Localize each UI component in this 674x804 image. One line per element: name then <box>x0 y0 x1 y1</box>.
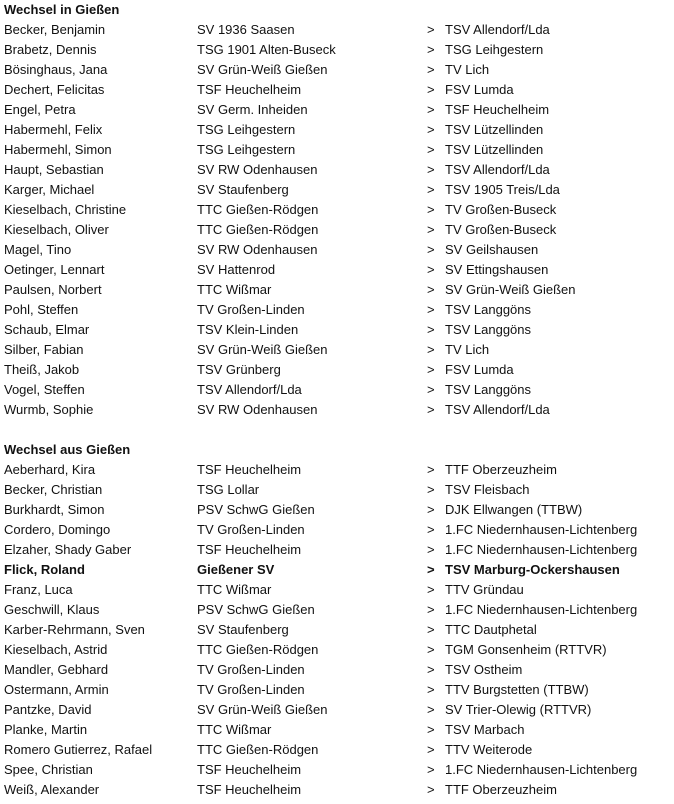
from-club: TTC Wißmar <box>197 722 272 737</box>
transfer-row <box>0 740 674 760</box>
transfer-arrow: > <box>427 142 435 157</box>
transfer-row <box>0 560 674 580</box>
player-name: Spee, Christian <box>4 762 93 777</box>
from-club: TTC Gießen-Rödgen <box>197 222 319 237</box>
to-club: DJK Ellwangen (TTBW) <box>445 502 583 517</box>
transfer-row <box>0 200 674 220</box>
to-club: SV Grün-Weiß Gießen <box>445 282 576 297</box>
transfer-arrow: > <box>427 782 435 797</box>
from-club: TV Großen-Linden <box>197 302 305 317</box>
transfer-arrow: > <box>427 22 435 37</box>
transfer-row <box>0 20 674 40</box>
from-club: SV Grün-Weiß Gießen <box>197 702 328 717</box>
to-club: TSV 1905 Treis/Lda <box>445 182 560 197</box>
from-club: TV Großen-Linden <box>197 682 305 697</box>
to-club: TSV Langgöns <box>445 302 532 317</box>
to-club: TSV Lützellinden <box>445 142 544 157</box>
section-title: Wechsel aus Gießen <box>4 442 131 457</box>
transfer-arrow: > <box>427 522 435 537</box>
from-club: SV Staufenberg <box>197 622 289 637</box>
transfer-arrow: > <box>427 702 435 717</box>
transfer-row <box>0 220 674 240</box>
transfer-row <box>0 280 674 300</box>
transfer-arrow: > <box>427 742 435 757</box>
transfer-arrow: > <box>427 762 435 777</box>
to-club: TSV Lützellinden <box>445 122 544 137</box>
player-name: Paulsen, Norbert <box>4 282 102 297</box>
from-club: SV RW Odenhausen <box>197 242 318 257</box>
from-club: SV Grün-Weiß Gießen <box>197 62 328 77</box>
transfer-arrow: > <box>427 102 435 117</box>
from-club: PSV SchwG Gießen <box>197 602 315 617</box>
transfer-row <box>0 380 674 400</box>
transfer-row <box>0 780 674 800</box>
to-club: TTF Oberzeuzheim <box>445 782 557 797</box>
transfer-row <box>0 480 674 500</box>
transfer-arrow: > <box>427 202 435 217</box>
to-club: TTV Burgstetten (TTBW) <box>445 682 589 697</box>
transfer-row <box>0 720 674 740</box>
transfer-row <box>0 620 674 640</box>
transfer-row <box>0 160 674 180</box>
transfer-arrow: > <box>427 582 435 597</box>
transfer-arrow: > <box>427 162 435 177</box>
from-club: TTC Gießen-Rödgen <box>197 202 319 217</box>
player-name: Pohl, Steffen <box>4 302 79 317</box>
to-club: TSV Marburg-Ockershausen <box>445 562 620 577</box>
player-name: Karber-Rehrmann, Sven <box>4 622 145 637</box>
from-club: PSV SchwG Gießen <box>197 502 315 517</box>
player-name: Magel, Tino <box>4 242 72 257</box>
transfer-row <box>0 680 674 700</box>
player-name: Weiß, Alexander <box>4 782 100 797</box>
transfer-arrow: > <box>427 322 435 337</box>
from-club: TTC Gießen-Rödgen <box>197 642 319 657</box>
to-club: TSV Fleisbach <box>445 482 530 497</box>
from-club: TSF Heuchelheim <box>197 542 302 557</box>
transfer-arrow: > <box>427 42 435 57</box>
transfer-row <box>0 460 674 480</box>
to-club: TSV Allendorf/Lda <box>445 402 550 417</box>
transfer-arrow: > <box>427 482 435 497</box>
from-club: TV Großen-Linden <box>197 662 305 677</box>
to-club: 1.FC Niedernhausen-Lichtenberg <box>445 542 638 557</box>
transfer-row <box>0 300 674 320</box>
section-title: Wechsel in Gießen <box>4 2 120 17</box>
from-club: TSF Heuchelheim <box>197 762 302 777</box>
player-name: Becker, Christian <box>4 482 103 497</box>
transfer-arrow: > <box>427 562 435 577</box>
transfer-arrow: > <box>427 502 435 517</box>
transfer-arrow: > <box>427 222 435 237</box>
to-club: TTV Gründau <box>445 582 524 597</box>
player-name: Oetinger, Lennart <box>4 262 105 277</box>
player-name: Habermehl, Simon <box>4 142 112 157</box>
player-name: Schaub, Elmar <box>4 322 90 337</box>
transfer-arrow: > <box>427 542 435 557</box>
to-club: FSV Lumda <box>445 362 514 377</box>
transfer-row <box>0 260 674 280</box>
player-name: Kieselbach, Astrid <box>4 642 108 657</box>
player-name: Habermehl, Felix <box>4 122 103 137</box>
from-club: TSV Grünberg <box>197 362 281 377</box>
player-name: Bösinghaus, Jana <box>4 62 108 77</box>
to-club: TSV Ostheim <box>445 662 523 677</box>
to-club: TSV Langgöns <box>445 322 532 337</box>
from-club: TSF Heuchelheim <box>197 782 302 797</box>
player-name: Romero Gutierrez, Rafael <box>4 742 153 757</box>
from-club: SV Hattenrod <box>197 262 276 277</box>
from-club: SV 1936 Saasen <box>197 22 295 37</box>
transfer-arrow: > <box>427 362 435 377</box>
transfer-row <box>0 760 674 780</box>
player-name: Kieselbach, Christine <box>4 202 127 217</box>
from-club: TTC Gießen-Rödgen <box>197 742 319 757</box>
from-club: SV Germ. Inheiden <box>197 102 308 117</box>
to-club: 1.FC Niedernhausen-Lichtenberg <box>445 762 638 777</box>
to-club: TTC Dautphetal <box>445 622 537 637</box>
player-name: Silber, Fabian <box>4 342 84 357</box>
to-club: TV Großen-Buseck <box>445 222 557 237</box>
player-name: Vogel, Steffen <box>4 382 85 397</box>
from-club: SV Staufenberg <box>197 182 289 197</box>
transfer-arrow: > <box>427 402 435 417</box>
transfer-arrow: > <box>427 82 435 97</box>
transfer-row <box>0 180 674 200</box>
transfer-arrow: > <box>427 182 435 197</box>
from-club: TSG Leihgestern <box>197 142 296 157</box>
transfer-row <box>0 360 674 380</box>
transfer-arrow: > <box>427 262 435 277</box>
player-name: Dechert, Felicitas <box>4 82 105 97</box>
to-club: TTF Oberzeuzheim <box>445 462 557 477</box>
from-club: TSV Klein-Linden <box>197 322 299 337</box>
transfer-arrow: > <box>427 682 435 697</box>
player-name: Wurmb, Sophie <box>4 402 94 417</box>
from-club: SV RW Odenhausen <box>197 402 318 417</box>
from-club: Gießener SV <box>197 562 275 577</box>
transfer-arrow: > <box>427 302 435 317</box>
player-name: Haupt, Sebastian <box>4 162 104 177</box>
transfer-row <box>0 520 674 540</box>
player-name: Karger, Michael <box>4 182 95 197</box>
transfer-arrow: > <box>427 62 435 77</box>
transfer-arrow: > <box>427 662 435 677</box>
transfer-row <box>0 700 674 720</box>
transfer-row <box>0 640 674 660</box>
transfer-arrow: > <box>427 122 435 137</box>
transfer-arrow: > <box>427 242 435 257</box>
player-name: Burkhardt, Simon <box>4 502 105 517</box>
to-club: SV Trier-Olewig (RTTVR) <box>445 702 592 717</box>
to-club: TSV Langgöns <box>445 382 532 397</box>
player-name: Theiß, Jakob <box>4 362 80 377</box>
to-club: FSV Lumda <box>445 82 514 97</box>
from-club: TTC Wißmar <box>197 282 272 297</box>
player-name: Geschwill, Klaus <box>4 602 100 617</box>
to-club: TV Großen-Buseck <box>445 202 557 217</box>
to-club: TSF Heuchelheim <box>445 102 550 117</box>
transfer-row <box>0 140 674 160</box>
from-club: TSF Heuchelheim <box>197 462 302 477</box>
from-club: TSF Heuchelheim <box>197 82 302 97</box>
player-name: Mandler, Gebhard <box>4 662 109 677</box>
transfer-row <box>0 600 674 620</box>
transfer-row <box>0 340 674 360</box>
transfer-arrow: > <box>427 602 435 617</box>
from-club: TV Großen-Linden <box>197 522 305 537</box>
to-club: 1.FC Niedernhausen-Lichtenberg <box>445 522 638 537</box>
player-name: Kieselbach, Oliver <box>4 222 109 237</box>
from-club: TTC Wißmar <box>197 582 272 597</box>
from-club: SV RW Odenhausen <box>197 162 318 177</box>
transfer-row <box>0 500 674 520</box>
transfer-row <box>0 580 674 600</box>
player-name: Engel, Petra <box>4 102 76 117</box>
to-club: TSG Leihgestern <box>445 42 544 57</box>
transfer-row <box>0 40 674 60</box>
to-club: TSV Allendorf/Lda <box>445 162 550 177</box>
player-name: Franz, Luca <box>4 582 73 597</box>
from-club: TSG Lollar <box>197 482 260 497</box>
transfer-arrow: > <box>427 722 435 737</box>
transfer-arrow: > <box>427 282 435 297</box>
transfer-arrow: > <box>427 382 435 397</box>
transfer-row <box>0 60 674 80</box>
player-name: Brabetz, Dennis <box>4 42 97 57</box>
transfer-row <box>0 240 674 260</box>
to-club: TSV Marbach <box>445 722 525 737</box>
transfer-row <box>0 120 674 140</box>
to-club: TV Lich <box>445 62 490 77</box>
to-club: TSV Allendorf/Lda <box>445 22 550 37</box>
transfer-row <box>0 80 674 100</box>
transfer-row <box>0 400 674 420</box>
transfer-row <box>0 320 674 340</box>
to-club: 1.FC Niedernhausen-Lichtenberg <box>445 602 638 617</box>
transfer-row <box>0 660 674 680</box>
to-club: SV Geilshausen <box>445 242 539 257</box>
transfer-arrow: > <box>427 342 435 357</box>
player-name: Pantzke, David <box>4 702 92 717</box>
from-club: TSV Allendorf/Lda <box>197 382 302 397</box>
transfer-row <box>0 540 674 560</box>
to-club: TTV Weiterode <box>445 742 533 757</box>
player-name: Aeberhard, Kira <box>4 462 96 477</box>
transfer-arrow: > <box>427 642 435 657</box>
transfer-arrow: > <box>427 622 435 637</box>
player-name: Becker, Benjamin <box>4 22 106 37</box>
from-club: TSG Leihgestern <box>197 122 296 137</box>
transfer-row <box>0 100 674 120</box>
player-name: Flick, Roland <box>4 562 85 577</box>
player-name: Ostermann, Armin <box>4 682 109 697</box>
player-name: Elzaher, Shady Gaber <box>4 542 132 557</box>
player-name: Cordero, Domingo <box>4 522 111 537</box>
to-club: TV Lich <box>445 342 490 357</box>
transfer-arrow: > <box>427 462 435 477</box>
to-club: SV Ettingshausen <box>445 262 549 277</box>
from-club: SV Grün-Weiß Gießen <box>197 342 328 357</box>
from-club: TSG 1901 Alten-Buseck <box>197 42 336 57</box>
to-club: TGM Gonsenheim (RTTVR) <box>445 642 607 657</box>
player-name: Planke, Martin <box>4 722 88 737</box>
